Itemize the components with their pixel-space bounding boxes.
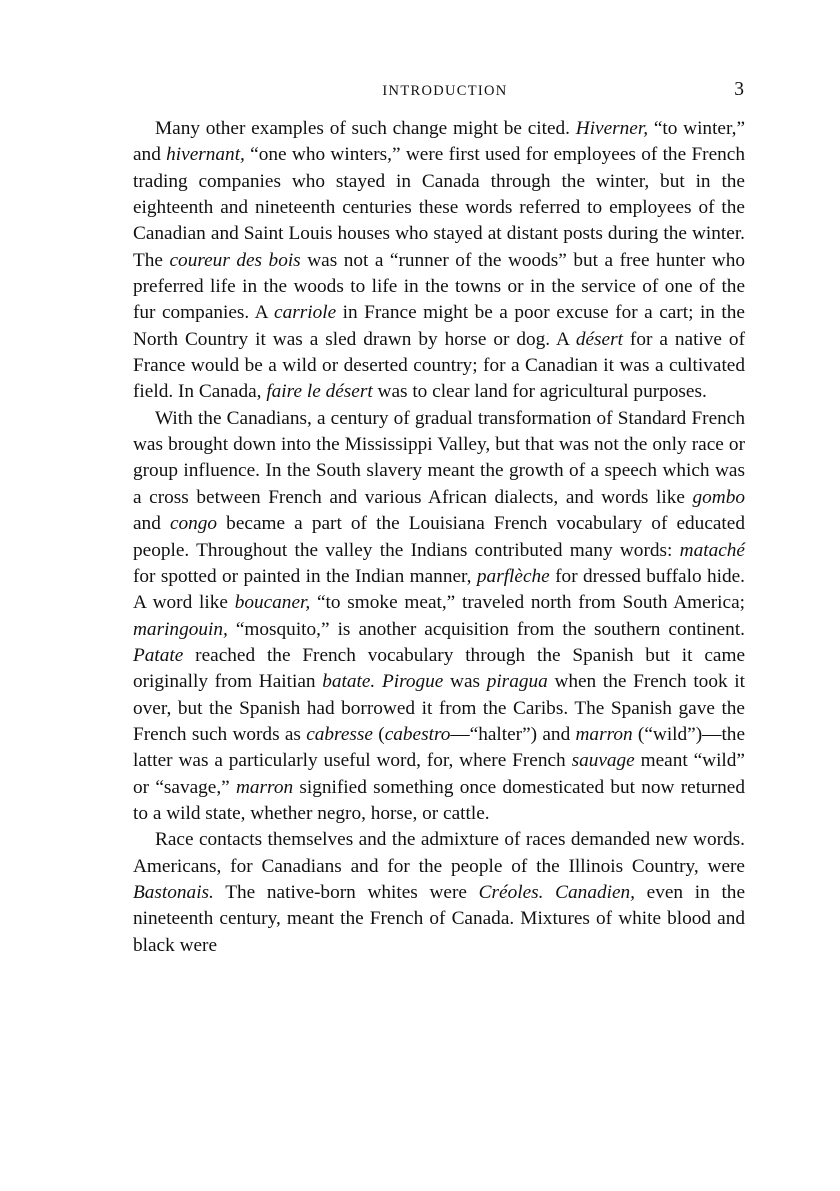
book-page bbox=[133, 80, 745, 959]
paragraph-2: With the Canadians, a century of gradual transformation of Standard French was brought down into the Mississippi Valley, but that was not the only race or group influence. In the South slavery meant the growth of a speech which was a cross between French and various African dialects, and words like gombo and congo became a part of the Louisiana French vocabulary of educated people. Throughout the valley the Indians contributed many words: mataché for spotted or painted in the Indian manner, parflèche for dressed buffalo hide. A word like boucaner, “to smoke meat,” traveled north from South America; maringouin, “mosquito,” is another acquisition from the southern continent. Patate reached the French vocabulary through the Spanish but it came originally from Haitian batate. Pirogue was piragua when the French took it over, but the Spanish had borrowed it from the Caribs. The Spanish gave the French such words as cabresse (cabestro—“halter”) and marron (“wild”)—the latter was a particularly useful word, for, where French sauvage meant “wild” or “savage,” marron signified something once domesticated but now returned to a wild state, whether negro, horse, or cattle. bbox=[133, 407, 746, 824]
running-title: INTRODUCTION bbox=[382, 83, 508, 99]
paragraph-1: Many other examples of such change might be cited. Hiverner, “to winter,” and hivernant, “one who winters,” were first used for employees of the French trading companies who stayed in Canada through the winter, but in the eighteenth and nineteenth centuries these words referred to employees of the Canadian and Saint Louis houses who stayed at distant posts during the winter. The coureur des bois was not a “runner of the woods” but a free hunter who preferred life in the woods to life in the towns or in the service of one of the fur companies. A carriole in France might be a poor excuse for a cart; in the North Country it was a sled drawn by horse or dog. A désert for a native of France would be a wild or deserted country; for a Canadian it was a cultivated field. In Canada, faire le désert was to clear land for agricultural purposes. bbox=[133, 118, 746, 403]
paragraph-3: Race contacts themselves and the admixture of races demanded new words. Americans, for Canadians and for the people of the Illinois Country, were Bastonais. The native-born whites were Créoles. Canadien, even in the nineteenth century, meant the French of Canada. Mixtures of white blood and black were bbox=[133, 829, 746, 956]
running-head bbox=[133, 80, 745, 102]
body-text bbox=[133, 116, 745, 959]
page-number: 3 bbox=[734, 79, 744, 100]
